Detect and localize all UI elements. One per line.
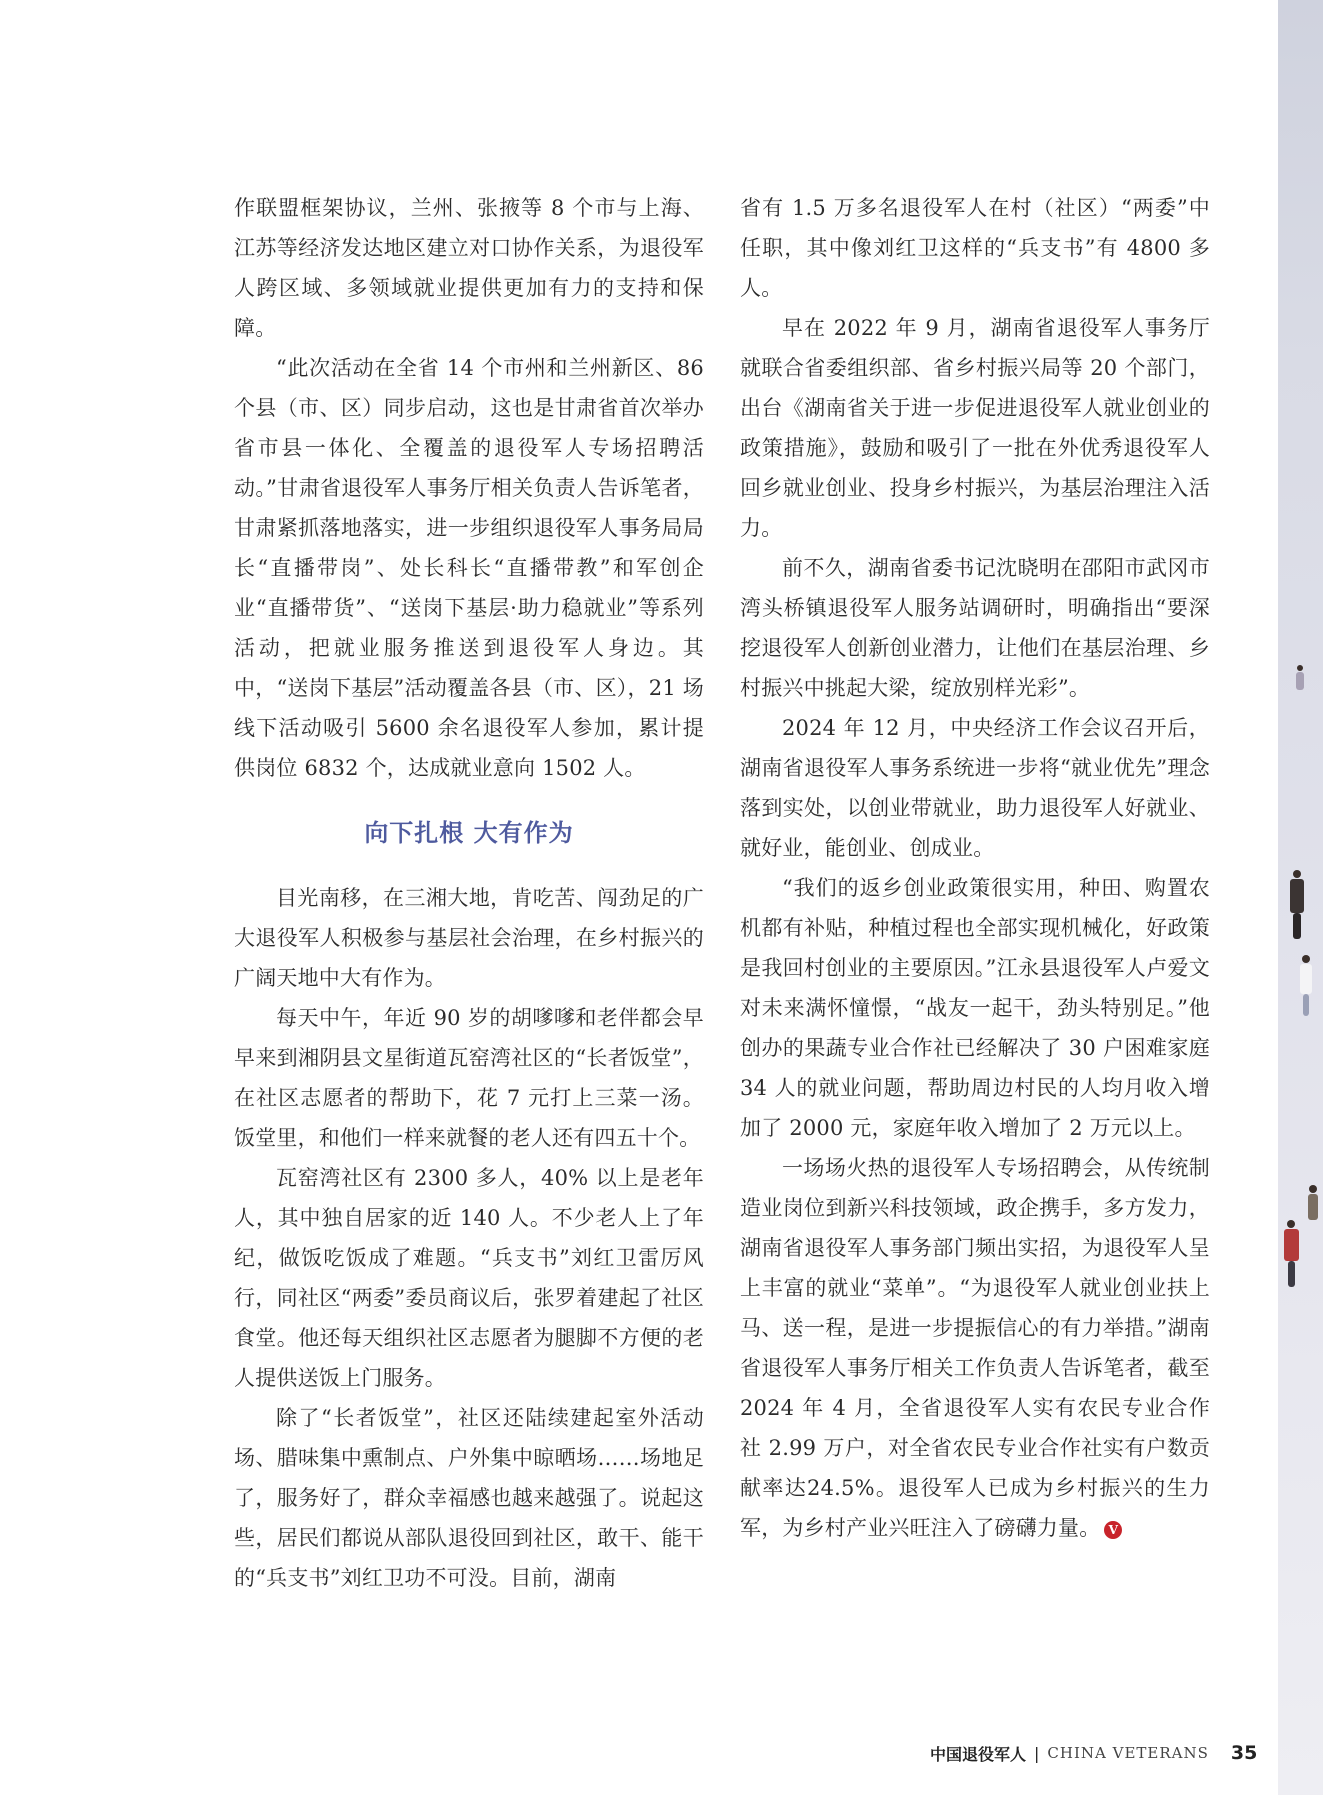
paragraph: 2024 年 12 月，中央经济工作会议召开后，湖南省退役军人事务系统进一步将“就业优先”理念落到实处，以创业带就业，助力退役军人好就业、就好业，能创业、创成业。 (740, 716, 1210, 860)
paragraph: “此次活动在全省 14 个市州和兰州新区、86 个县（市、区）同步启动，这也是甘肃省首次举办省市县一体化、全覆盖的退役军人专场招聘活动。”甘肃省退役军人事务厅相关负责人告诉笔者，甘肃紧抓落地落实，进一步组织退役军人事务局局长“直播带岗”、处长科长“直播带教”和军创企业“直播带货”、“送岗下基层·助力稳就业”等系列活动，把就业服务推送到退役军人身边。其中，“送岗下基层”活动覆盖各县（市、区），21 场线下活动吸引 5600 余名退役军人参加，累计提供岗位 6832 个，达成就业意向 1502 人。 (234, 356, 704, 780)
left-column (234, 188, 704, 1598)
page-footer (930, 1738, 1257, 1768)
magazine-name-cn: 中国退役军人 (930, 1744, 1027, 1764)
end-mark-icon: V (1104, 1521, 1122, 1539)
paragraph: “我们的返乡创业政策很实用，种田、购置农机都有补贴，种植过程也全部实现机械化，好政策是我回村创业的主要原因。”江永县退役军人卢爱文对未来满怀憧憬，“战友一起干，劲头特别足。”他创办的果蔬专业合作社已经解决了 30 户困难家庭 34 人的就业问题，帮助周边村民的人均月收入增加了 2000 元，家庭年收入增加了 2 万元以上。 (740, 876, 1210, 1140)
paragraph-text: 一场场火热的退役军人专场招聘会，从传统制造业岗位到新兴科技领域，政企携手，多方发力，湖南省退役军人事务部门频出实招，为退役军人呈上丰富的就业“菜单”。“为退役军人就业创业扶上马、送一程，是进一步提振信心的有力举措。”湖南省退役军人事务厅相关工作负责人告诉笔者，截至 2024 年 4 月，全省退役军人实有农民专业合作社 2.99 万户，对全省农民专业合作社实有户数贡献率达24.5%。退役军人已成为乡村振兴的生力军，为乡村产业兴旺注入了磅礴力量。 (740, 1156, 1210, 1540)
paragraph: 早在 2022 年 9 月，湖南省退役军人事务厅就联合省委组织部、省乡村振兴局等 20 个部门，出台《湖南省关于进一步促进退役军人就业创业的政策措施》，鼓励和吸引了一批在外优秀退役军人回乡就业创业、投身乡村振兴，为基层治理注入活力。 (740, 316, 1210, 540)
paragraph-final (740, 1148, 1210, 1548)
paragraph: 每天中午，年近 90 岁的胡嗲嗲和老伴都会早早来到湘阴县文星街道瓦窑湾社区的“长者饭堂”，在社区志愿者的帮助下，花 7 元打上三菜一汤。饭堂里，和他们一样来就餐的老人还有四五十个。 (234, 1006, 704, 1150)
paragraph: 除了“长者饭堂”，社区还陆续建起室外活动场、腊味集中熏制点、户外集中晾晒场……场地足了，服务好了，群众幸福感也越来越强了。说起这些，居民们都说从部队退役回到社区，敢干、能干的“兵支书”刘红卫功不可没。目前，湖南 (234, 1406, 704, 1590)
magazine-name-en: CHINA VETERANS (1047, 1744, 1209, 1762)
paragraph: 作联盟框架协议，兰州、张掖等 8 个市与上海、江苏等经济发达地区建立对口协作关系，为退役军人跨区域、多领域就业提供更加有力的支持和保障。 (234, 196, 704, 340)
paragraph: 省有 1.5 万多名退役军人在村（社区）“两委”中任职，其中像刘红卫这样的“兵支书”有 4800 多人。 (740, 196, 1210, 300)
paragraph: 目光南移，在三湘大地，肯吃苦、闯劲足的广大退役军人积极参与基层社会治理，在乡村振兴的广阔天地中大有作为。 (234, 886, 704, 990)
footer-separator: | (1034, 1743, 1040, 1763)
page-number: 35 (1230, 1742, 1258, 1764)
paragraph: 瓦窑湾社区有 2300 多人，40% 以上是老年人，其中独自居家的近 140 人。不少老人上了年纪，做饭吃饭成了难题。“兵支书”刘红卫雷厉风行，同社区“两委”委员商议后，张罗着建起了社区食堂。他还每天组织社区志愿者为腿脚不方便的老人提供送饭上门服务。 (234, 1166, 704, 1390)
right-column (740, 188, 1210, 1548)
section-heading: 向下扎根 大有作为 (364, 818, 574, 847)
paragraph: 前不久，湖南省委书记沈晓明在邵阳市武冈市湾头桥镇退役军人服务站调研时，明确指出“要深挖退役军人创新创业潜力，让他们在基层治理、乡村振兴中挑起大梁，绽放别样光彩”。 (740, 556, 1210, 700)
side-photo-strip (1278, 0, 1323, 1795)
